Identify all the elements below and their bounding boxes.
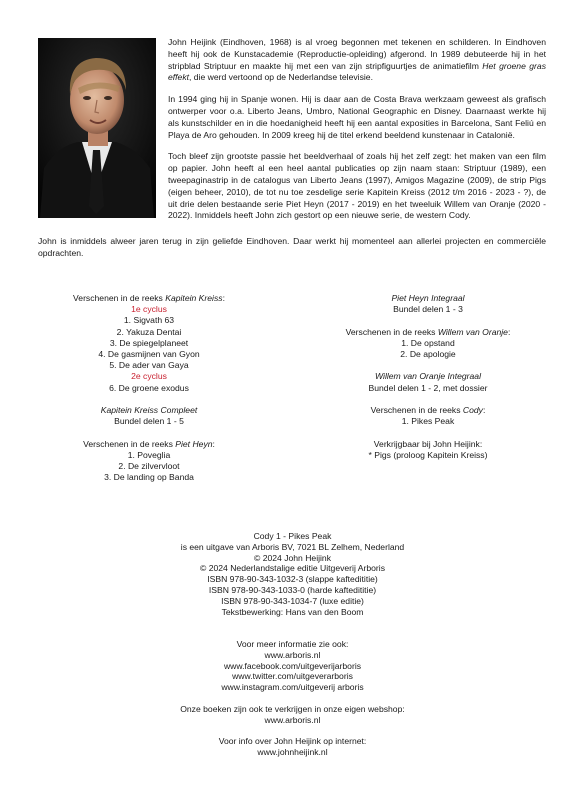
list-item: ISBN 978-90-343-1034-7 (luxe editie) bbox=[221, 595, 364, 606]
bio-paragraph-4: John is inmiddels alweer jaren terug in zijn geliefde Eindhoven. Daar werkt hij momenteel aan allerlei projecten en commerciële opdrachten. bbox=[38, 236, 546, 258]
list-item: is een uitgave van Arboris BV, 7021 BL Zelhem, Nederland bbox=[180, 541, 405, 552]
list-item: www.facebook.com/uitgeverijarboris bbox=[223, 660, 362, 671]
publication-details bbox=[0, 531, 585, 617]
willem-integraal-title: Willem van Oranje Integraal bbox=[375, 371, 481, 382]
list-item: Voor meer informatie zie ook: bbox=[236, 638, 349, 649]
list-item: 2. De zilvervloot bbox=[118, 461, 180, 472]
list-item: www.johnheijink.nl bbox=[257, 746, 328, 757]
list-item: 1. Poveglia bbox=[127, 449, 171, 460]
list-item: www.instagram.com/uitgeverij arboris bbox=[221, 682, 364, 693]
bibliography-left-column bbox=[34, 293, 264, 483]
list-item: www.twitter.com/uitgeverarboris bbox=[232, 671, 353, 682]
kreiss-cycle1-list bbox=[34, 315, 264, 371]
list-item: 2. Yakuza Dentai bbox=[116, 326, 182, 337]
film-title: Het groene gras effekt bbox=[168, 60, 546, 83]
bio-paragraph-2: In 1994 ging hij in Spanje wonen. Hij is daar aan de Costa Brava werkzaam geweest als grafisch ontwerper voor o.a. Liberto Jeans, Umbro, National Geographic en Disney. Daarnaast werkte hij als kunstschilder en in die hoedanigheid heeft hij een aantal exposities in Barcelona, Sant Feliú en Playa de Aro gehouden. In 2009 kreeg hij de titel erkend beeldend kunstenaar in Catalonië. bbox=[168, 94, 546, 140]
list-item: 1. Pikes Peak bbox=[401, 416, 455, 427]
list-item: 2. De apologie bbox=[400, 349, 456, 359]
piet-heyn-series-heading: Verschenen in de reeks Piet Heyn: bbox=[83, 438, 215, 449]
second-cycle-label: 2e cyclus bbox=[131, 371, 167, 382]
list-item: 4. De gasmijnen van Gyon bbox=[98, 349, 200, 360]
willem-list bbox=[313, 338, 543, 360]
colophon bbox=[0, 531, 585, 758]
willem-series-heading: Verschenen in de reeks Willem van Oranje: bbox=[345, 326, 511, 337]
first-cycle-label: 1e cyclus bbox=[131, 304, 167, 315]
cody-list bbox=[313, 416, 543, 427]
piet-heyn-integraal-volume: Bundel delen 1 - 3 bbox=[393, 304, 463, 315]
list-item: ISBN 978-90-343-1032-3 (slappe kaftedititie) bbox=[207, 574, 378, 585]
cody-series-heading: Verschenen in de reeks Cody: bbox=[370, 404, 486, 415]
portrait-image bbox=[38, 38, 156, 218]
list-item: 3. De landing op Banda bbox=[104, 472, 194, 483]
list-item: * Pigs (proloog Kapitein Kreiss) bbox=[368, 449, 488, 460]
list-item: 1. Sigvath 63 bbox=[123, 315, 175, 326]
kreiss-cycle2-list bbox=[34, 383, 264, 394]
piet-heyn-list bbox=[34, 450, 264, 484]
list-item: www.arboris.nl bbox=[264, 649, 321, 660]
kreiss-compleet-title: Kapitein Kreiss Compleet bbox=[100, 405, 198, 416]
list-item: Tekstbewerking: Hans van den Boom bbox=[221, 606, 364, 617]
kreiss-compleet-volume: Bundel delen 1 - 5 bbox=[114, 416, 184, 427]
piet-heyn-integraal-title: Piet Heyn Integraal bbox=[391, 293, 465, 303]
list-item: www.arboris.nl bbox=[264, 714, 321, 725]
list-item: 5. De ader van Gaya bbox=[109, 360, 189, 371]
kreiss-series-heading: Verschenen in de reeks Kapitein Kreiss: bbox=[73, 293, 225, 303]
author-biography bbox=[168, 37, 546, 232]
willem-integraal-volume: Bundel delen 1 - 2, met dossier bbox=[368, 382, 488, 393]
list-item: © 2024 Nederlandstalige editie Uitgeverij Arboris bbox=[200, 563, 385, 574]
list-item: 1. De opstand bbox=[401, 337, 455, 348]
bio-paragraph-3: Toch bleef zijn grootste passie het beeldverhaal of zoals hij het zelf zegt: het maken van een film op papier. John heeft al een heel aantal publicaties op zijn naam staan: Striptuur (1989), een tweepaginastrip in de catalogus van Liberto Jeans (1997), Amigos Magazine (2009), de strip Pigs (eigen beheer, 2010), de tot nu toe zesdelige serie Kapitein Kreiss (2012 t/m 2016 - 2023 - ?), de uit drie delen bestaande serie Piet Heyn (2017 - 2019) en het tweeluik Willem van Oranje (2020 - 2022). Inmiddels heeft John zich gestort op een nieuwe serie, de western Cody. bbox=[168, 151, 546, 221]
author-portrait-photo bbox=[38, 38, 156, 218]
list-item: ISBN 978-90-343-1033-0 (harde kaftedititie) bbox=[208, 584, 377, 595]
list-item: Onze boeken zijn ook te verkrijgen in onze eigen webshop: bbox=[180, 703, 405, 714]
list-item: Cody 1 - Pikes Peak bbox=[253, 531, 332, 541]
available-list bbox=[313, 450, 543, 461]
available-heading: Verkrijgbaar bij John Heijink: bbox=[373, 438, 483, 449]
webshop-info bbox=[0, 704, 585, 726]
list-item: Voor info over John Heijink op internet: bbox=[218, 736, 367, 747]
bibliography-right-column bbox=[313, 293, 543, 461]
list-item: © 2024 John Heijink bbox=[253, 552, 332, 563]
list-item: 6. De groene exodus bbox=[109, 382, 189, 393]
bio-paragraph-1: John Heijink (Eindhoven, 1968) is al vroeg begonnen met tekenen en schilderen. In Eindhoven heeft hij ook de Kunstacademie (Reproductie-opleiding) afgerond. In 1989 debuteerde hij in het stripblad Striptuur en maakte hij met een van zijn stripfiguurtjes de animatiefilm Het groene gras effekt, die werd vertoond op de Nederlandse televisie. bbox=[168, 37, 546, 83]
more-info-links bbox=[0, 639, 585, 693]
author-website-info bbox=[0, 736, 585, 758]
list-item: 3. De spiegelplaneet bbox=[109, 337, 189, 348]
